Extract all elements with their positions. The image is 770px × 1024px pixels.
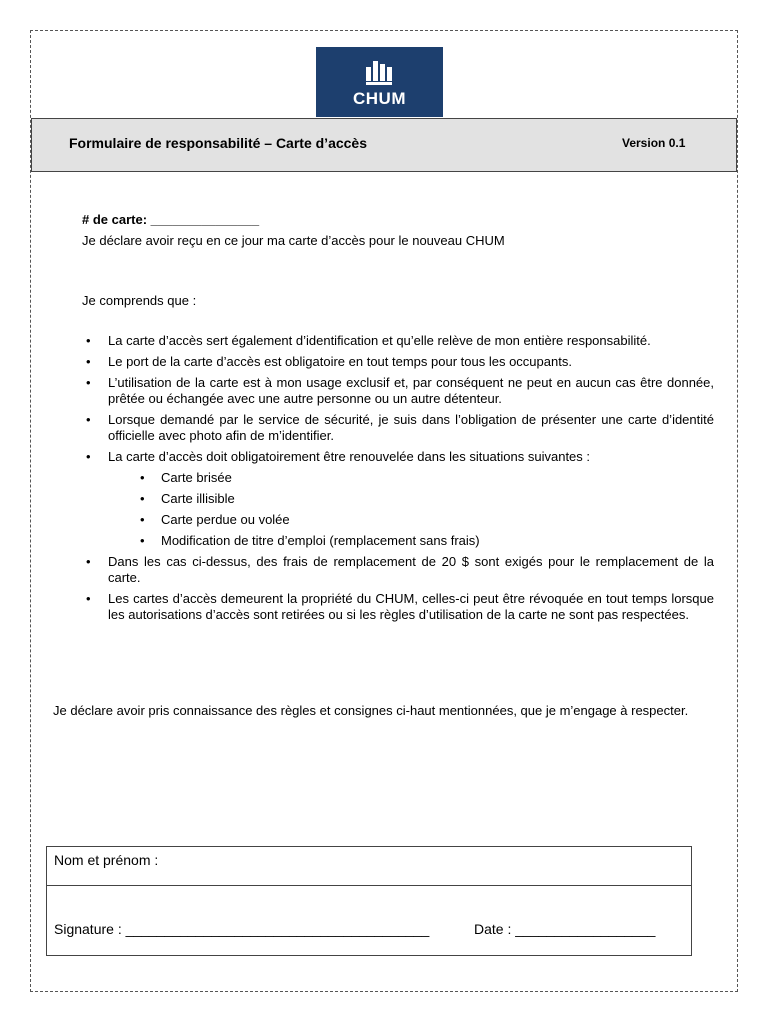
signature-field-label: Signature : _______________________________________ bbox=[54, 921, 430, 937]
list-item: • Carte brisée bbox=[108, 470, 714, 486]
logo-text: CHUM bbox=[353, 89, 406, 108]
list-item: • Lorsque demandé par le service de sécurité, je suis dans l’obligation de présenter une carte d’identité officielle avec photo afin de m’identifier. bbox=[82, 412, 714, 444]
list-item: • Carte perdue ou volée bbox=[108, 512, 714, 528]
signature-box bbox=[46, 846, 692, 956]
list-item: • Dans les cas ci-dessus, des frais de remplacement de 20 $ sont exigés pour le remplacement de la carte. bbox=[82, 554, 714, 586]
chum-logo-mark-icon bbox=[366, 59, 392, 81]
list-item: • Carte illisible bbox=[108, 491, 714, 507]
understand-intro: Je comprends que : bbox=[82, 293, 197, 308]
name-field-label: Nom et prénom : bbox=[54, 852, 159, 868]
date-field-label: Date : __________________ bbox=[474, 921, 656, 937]
renewal-intro: La carte d’accès doit obligatoirement être renouvelée dans les situations suivantes : bbox=[108, 449, 591, 464]
form-version: Version 0.1 bbox=[622, 136, 686, 150]
form-title: Formulaire de responsabilité – Carte d’accès bbox=[69, 135, 368, 151]
renewal-situations-list bbox=[108, 470, 714, 549]
card-number-field: # de carte: _______________ bbox=[82, 212, 260, 227]
form-header bbox=[31, 118, 737, 172]
list-item: • Les cartes d’accès demeurent la propriété du CHUM, celles-ci peut être révoquée en tout temps lorsque les autorisations d’accès sont retirées ou si les règles d’utilisation de la carte ne sont pas respectées. bbox=[82, 591, 714, 623]
declaration-received: Je déclare avoir reçu en ce jour ma carte d’accès pour le nouveau CHUM bbox=[82, 233, 505, 248]
list-item: • Modification de titre d’emploi (remplacement sans frais) bbox=[108, 533, 714, 549]
list-item-renewal bbox=[82, 449, 714, 549]
list-item: • L’utilisation de la carte est à mon usage exclusif et, par conséquent ne peut en aucun cas être donnée, prêtée ou échangée avec une autre personne ou un autre détenteur. bbox=[82, 375, 714, 407]
rules-list bbox=[82, 333, 714, 628]
signature-box-divider bbox=[47, 885, 691, 886]
acknowledgement: Je déclare avoir pris connaissance des règles et consignes ci-haut mentionnées, que je m’engage à respecter. bbox=[53, 703, 689, 718]
list-item: • La carte d’accès sert également d’identification et qu’elle relève de mon entière responsabilité. bbox=[82, 333, 714, 349]
list-item: • Le port de la carte d’accès est obligatoire en tout temps pour tous les occupants. bbox=[82, 354, 714, 370]
chum-logo bbox=[316, 47, 443, 117]
